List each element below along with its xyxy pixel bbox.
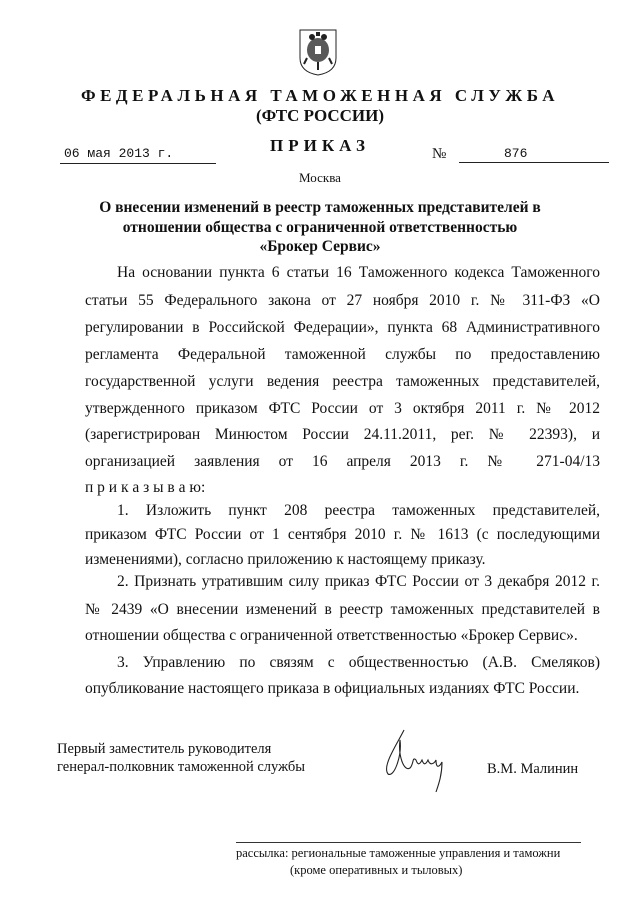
distribution-divider bbox=[236, 842, 581, 843]
distribution-note: (кроме оперативных и тыловых) bbox=[290, 863, 463, 877]
preamble-line: На основании пункта 6 статьи 16 Таможенного кодекса Таможенного bbox=[117, 264, 600, 281]
order-city: Москва bbox=[299, 170, 341, 185]
order-number-label: № bbox=[432, 146, 447, 162]
signer-name: В.М. Малинин bbox=[487, 761, 579, 777]
order-item-line: 1. Изложить пункт 208 реестра таможенных представителей, bbox=[117, 502, 600, 519]
signer-position: Первый заместитель руководителя bbox=[57, 741, 272, 757]
order-item-line: 3. Управлению по связям с общественностью (А.В. Смеляков) bbox=[117, 654, 600, 671]
agency-short-name: (ФТС РОССИИ) bbox=[255, 106, 385, 125]
order-directive: п р и к а з ы в а ю: bbox=[85, 479, 206, 496]
order-item-line: приказом ФТС России от 1 сентября 2010 г. № 1613 (с последующими bbox=[85, 526, 600, 543]
distribution-list: рассылка: региональные таможенные управления и таможни bbox=[236, 846, 561, 860]
signer-rank: генерал-полковник таможенной службы bbox=[57, 759, 306, 775]
order-item-line: 2. Признать утратившим силу приказ ФТС России от 3 декабря 2012 г. bbox=[117, 573, 600, 590]
preamble-line: государственной услуги ведения реестра таможенных представителей, bbox=[85, 373, 600, 390]
handwritten-signature bbox=[376, 726, 466, 801]
preamble-line: регулировании в Российской Федерации», пункта 68 Административного bbox=[85, 319, 600, 336]
order-item-line: изменениями), согласно приложению к настоящему приказу. bbox=[85, 551, 486, 568]
preamble-line: утвержденного приказом ФТС России от 3 октября 2011 г. № 2012 bbox=[85, 400, 600, 417]
order-item-line: опубликование настоящего приказа в официальных изданиях ФТС России. bbox=[85, 680, 580, 697]
order-item-line: № 2439 «О внесении изменений в реестр таможенных представителей в bbox=[85, 601, 600, 618]
preamble-line: регламента Федеральной таможенной службы по предоставлению bbox=[85, 346, 600, 363]
preamble-line: (зарегистрирован Минюстом России 24.11.2011, рег. № 22393), и bbox=[85, 426, 600, 443]
subject-line: О внесении изменений в реестр таможенных представителей в bbox=[99, 199, 541, 216]
order-date: 06 мая 2013 г. bbox=[60, 146, 216, 164]
subject-line: отношении общества с ограниченной ответственностью bbox=[122, 219, 518, 236]
document-type: ПРИКАЗ bbox=[270, 136, 370, 155]
order-number: 876 bbox=[459, 146, 609, 163]
subject-line: «Брокер Сервис» bbox=[259, 238, 381, 255]
coat-of-arms-emblem bbox=[298, 28, 338, 76]
preamble-line: организацией заявления от 16 апреля 2013 г. № 271-04/13 bbox=[85, 453, 600, 470]
agency-name: ФЕДЕРАЛЬНАЯ ТАМОЖЕННАЯ СЛУЖБА bbox=[80, 86, 559, 105]
order-item-line: отношении общества с ограниченной ответственностью «Брокер Сервис». bbox=[85, 627, 578, 644]
preamble-line: статьи 55 Федерального закона от 27 ноября 2010 г. № 311-ФЗ «О bbox=[85, 292, 600, 309]
